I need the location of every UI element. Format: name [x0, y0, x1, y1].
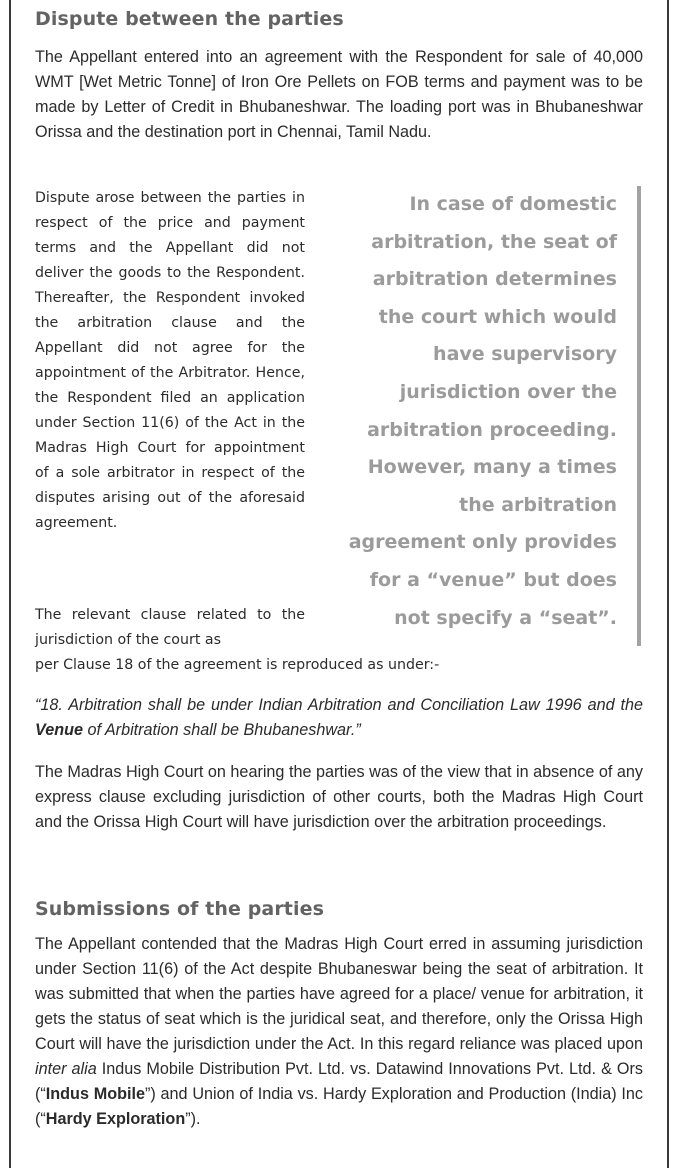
- paragraph-agreement: The Appellant entered into an agreement with the Respondent for sale of 40,000 WMT [Wet Metric Tonne] of Iron Ore Pellets on FOB terms and payment was to be made by Letter of Credit in Bhubaneshwar. The loading port was in Bhubaneshwar Orissa and the destination port in Chennai, Tamil Nadu.: [35, 48, 643, 141]
- pull-quote-line: However, many a times: [367, 456, 617, 479]
- pull-quote-rule: [637, 186, 641, 646]
- pull-quote-line: the arbitration: [459, 493, 617, 516]
- quote-emphasis-venue: Venue: [35, 721, 83, 739]
- pull-quote-line: In case of domestic: [409, 193, 617, 215]
- clause-18-quote: [35, 693, 643, 743]
- quote-text: of Arbitration shall be Bhubaneshwar.”: [82, 721, 361, 739]
- defined-term-indus-mobile: Indus Mobile: [45, 1085, 145, 1103]
- text: ”).: [185, 1110, 201, 1128]
- text: ”) and Union of India vs. Hardy Exploration and Production (India) Inc (“: [35, 1085, 643, 1128]
- pull-quote-line: agreement only provides: [348, 531, 617, 554]
- pull-quote-line: the court which would: [378, 305, 617, 328]
- pull-quote-line: arbitration determines: [372, 268, 617, 291]
- italic-inter-alia: inter alia: [35, 1060, 97, 1078]
- pull-quote-line: arbitration proceeding.: [367, 418, 617, 441]
- pull-quote-line: arbitration, the seat of: [371, 230, 617, 253]
- paragraph-clause-reproduced: per Clause 18 of the agreement is reproduced as under:-: [35, 657, 440, 673]
- defined-term-hardy-exploration: Hardy Exploration: [45, 1110, 186, 1128]
- section-heading-dispute: Dispute between the parties: [35, 8, 344, 30]
- text: The Appellant contended that the Madras High Court erred in assuming jurisdiction under Section 11(6) of the Act despite Bhubaneswar being the seat of arbitration. It was submitted that when the parties have agreed for a place/ venue for arbitration, it gets the status of seat which is the juridical seat, and therefore, only the Orissa High Court will have the jurisdiction under the Act. In this regard reliance was placed upon: [35, 935, 643, 1053]
- pull-quote-line: jurisdiction over the: [399, 380, 617, 403]
- paragraph-madras-view: The Madras High Court on hearing the parties was of the view that in absence of any express clause excluding jurisdiction of other courts, both the Madras High Court and the Orissa High Court will have jurisdiction over the arbitration proceedings.: [35, 763, 643, 831]
- paragraph-appellant-contention: [35, 932, 643, 1132]
- quote-text: “18. Arbitration shall be under Indian Arbitration and Conciliation Law 1996 and the: [35, 696, 643, 714]
- paragraph-dispute-arose: Dispute arose between the parties in respect of the price and payment terms and the Appellant did not deliver the goods to the Respondent. Thereafter, the Respondent invoked the arbitration clause and the Appellant did not agree for the appointment of the Arbitrator. Hence, the Respondent filed an application under Section 11(6) of the Act in the Madras High Court for appointment of a sole arbitrator in respect of the disputes arising out of the aforesaid agreement.: [35, 190, 305, 531]
- section-heading-submissions: Submissions of the parties: [35, 898, 324, 920]
- pull-quote: [325, 186, 617, 644]
- pull-quote-line: not specify a “seat”.: [394, 606, 617, 629]
- pull-quote-line: have supervisory: [433, 343, 617, 366]
- paragraph-relevant-clause: The relevant clause related to the jurisdiction of the court as: [35, 607, 305, 648]
- pull-quote-line: for a “venue” but does: [369, 568, 617, 591]
- text: Indus Mobile Distribution Pvt. Ltd. vs. Datawind Innovations Pvt. Ltd. & Ors (“: [35, 1060, 643, 1103]
